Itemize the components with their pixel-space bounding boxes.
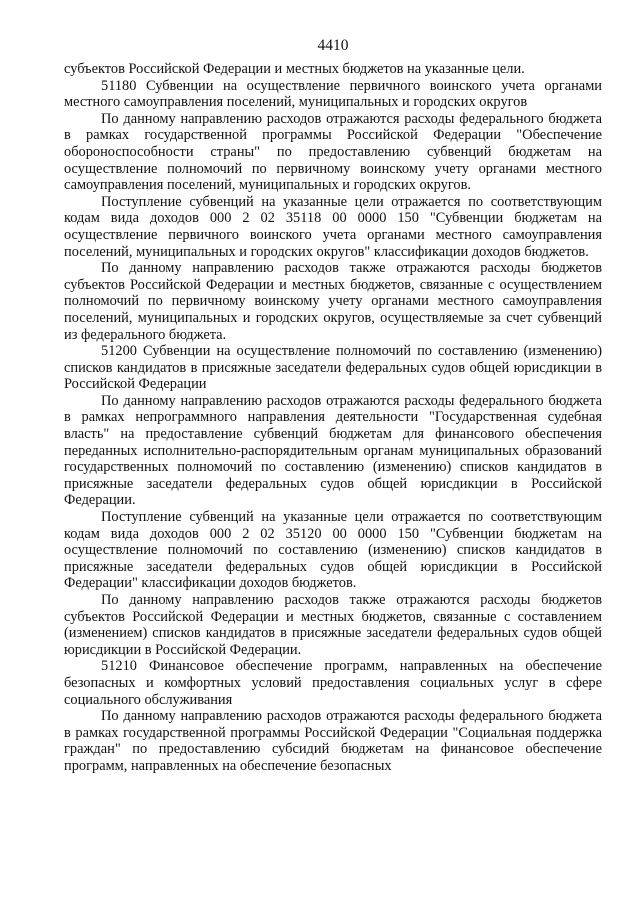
document-body	[64, 61, 602, 775]
paragraph-8: Поступление субвенций на указанные цели отражается по соответствующим кодам вида доходов 000 2 02 35120 00 0000 150 "Субвенции бюджетам на осуществление полномочий по составлению (изменению) списков кандидатов в присяжные заседатели федеральных судов общей юрисдикции в Российской Федерации" классификации доходов бюджетов.	[64, 509, 602, 592]
paragraph-1: субъектов Российской Федерации и местных бюджетов на указанные цели.	[64, 61, 525, 77]
paragraph-7: По данному направлению расходов отражаются расходы федерального бюджета в рамках непрограммного направления деятельности "Государственная судебная власть" на предоставление субвенций бюджетам для финансового обеспечения переданных исполнительно-распорядительным органам муниципальных образований государственных полномочий по составлению (изменению) списков кандидатов в присяжные заседатели федеральных судов общей юрисдикции в Российской Федерации.	[64, 392, 602, 509]
paragraph-6: 51200 Субвенции на осуществление полномочий по составлению (изменению) списков кандидатов в присяжные заседатели федеральных судов общей юрисдикции в Российской Федерации	[64, 343, 602, 393]
paragraph-2: 51180 Субвенции на осуществление первичного воинского учета органами местного самоуправления поселений, муниципальных и городских округов	[64, 77, 602, 111]
paragraph-9: По данному направлению расходов также отражаются расходы бюджетов субъектов Российской Федерации и местных бюджетов, связанные с составлением (изменением) списков кандидатов в присяжные заседатели федеральных судов общей юрисдикции в Российской Федерации.	[64, 592, 602, 658]
paragraph-3: По данному направлению расходов отражаются расходы федерального бюджета в рамках государственной программы Российской Федерации "Обеспечение обороноспособности страны" по предоставлению субвенций бюджетам на осуществление полномочий по первичному воинскому учету органами местного самоуправления поселений, муниципальных и городских округов.	[64, 110, 602, 194]
paragraph-5: По данному направлению расходов также отражаются расходы бюджетов субъектов Российской Федерации и местных бюджетов, связанные с осуществлением полномочий по первичному воинскому учету органами местного самоуправления поселений, муниципальных и городских округов, осуществляемые за счет субвенций из федерального бюджета.	[64, 260, 602, 343]
document-page	[64, 36, 602, 775]
page-number: 4410	[317, 37, 349, 54]
paragraph-4: Поступление субвенций на указанные цели отражается по соответствующим кодам вида доходов 000 2 02 35118 00 0000 150 "Субвенции бюджетам на осуществление первичного воинского учета органами местного самоуправления поселений, муниципальных и городских округов" классификации доходов бюджетов.	[64, 193, 602, 260]
paragraph-10: 51210 Финансовое обеспечение программ, направленных на обеспечение безопасных и комфортных условий предоставления социальных услуг в сфере социального обслуживания	[64, 658, 602, 708]
paragraph-11: По данному направлению расходов отражаются расходы федерального бюджета в рамках государственной программы Российской Федерации "Социальная поддержка граждан" по предоставлению субсидий бюджетам на финансовое обеспечение программ, направленных на обеспечение безопасных	[64, 708, 602, 774]
